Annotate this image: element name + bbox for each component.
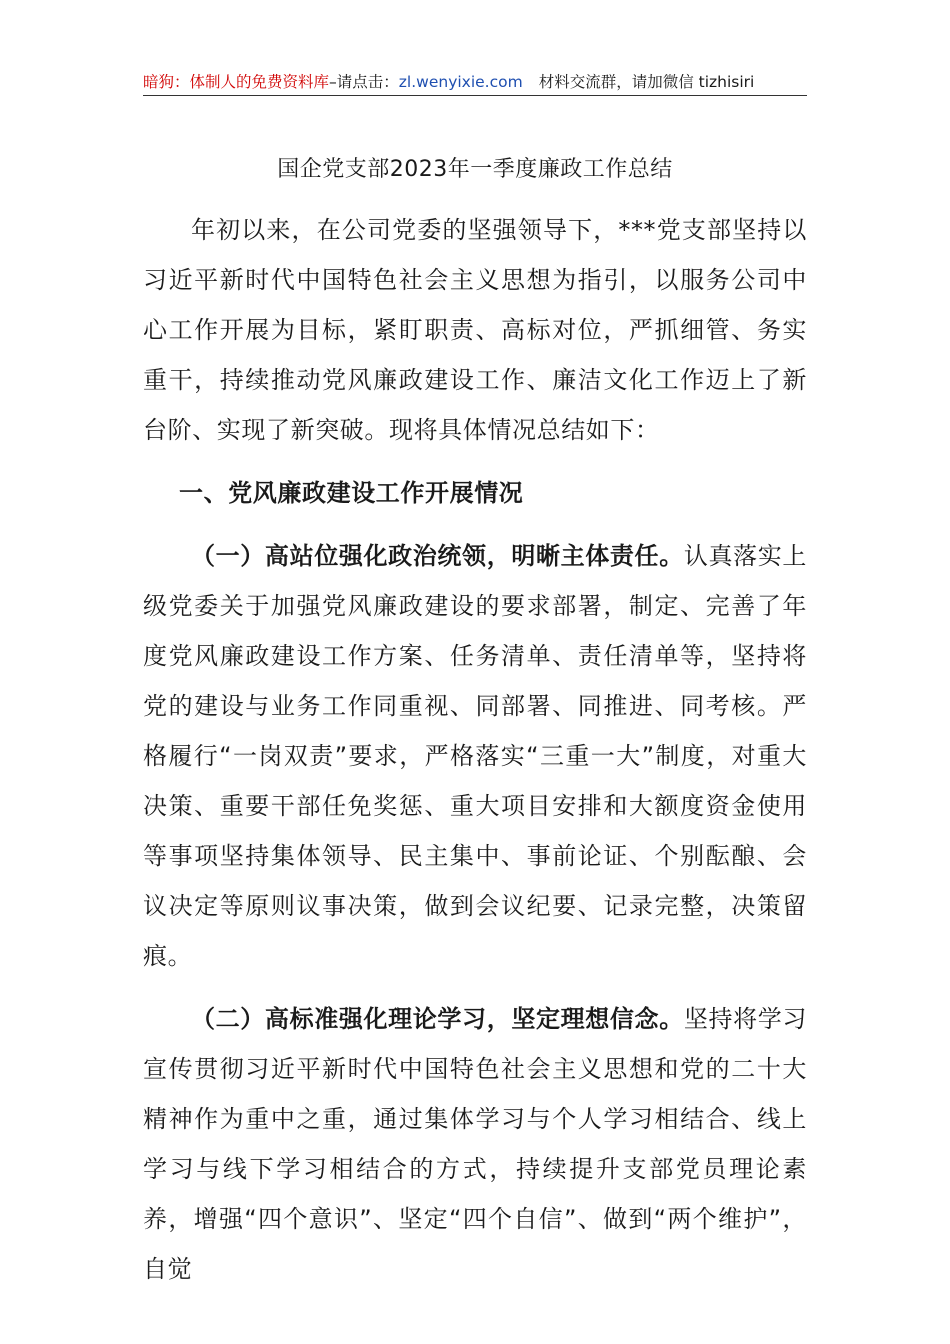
item-1-paragraph [143,531,807,981]
item-2-lead: （二）高标准强化理论学习，坚定理想信念。 [191,1005,684,1033]
item-2-body: 坚持将学习宣传贯彻习近平新时代中国特色社会主义思想和党的二十大精神作为重中之重，通过集体学习与个人学习相结合、线上学习与线下学习相结合的方式，持续提升支部党员理论素养，增强“四个意识”、坚定“四个自信”、做到“两个维护”，自觉 [143,1005,808,1283]
section-heading: 一、党风廉政建设工作开展情况 [179,479,524,507]
header-link-url[interactable]: zl.wenyixie.com [398,73,523,91]
header-brand: 暗狗：体制人的免费资料库 [143,73,330,91]
header-link-prefix: –请点击： [329,73,399,91]
item-2-paragraph [143,994,807,1294]
document-title: 国企党支部2023年一季度廉政工作总结 [277,157,673,182]
page-header [143,70,807,94]
intro-paragraph: 年初以来，在公司党委的坚强领导下，***党支部坚持以习近平新时代中国特色社会主义思想为指引，以服务公司中心工作开展为目标，紧盯职责、高标对位，严抓细管、务实重干，持续推动党风廉政建设工作、廉洁文化工作迈上了新台阶、实现了新突破。现将具体情况总结如下： [143,216,807,444]
header-divider [143,95,807,96]
document-body [143,205,807,1294]
item-1-body: 认真落实上级党委关于加强党风廉政建设的要求部署，制定、完善了年度党风廉政建设工作方案、任务清单、责任清单等，坚持将党的建设与业务工作同重视、同部署、同推进、同考核。严格履行“一岗双责”要求，严格落实“三重一大”制度，对重大决策、重要干部任免奖惩、重大项目安排和大额度资金使用等事项坚持集体领导、民主集中、事前论证、个别酝酿、会议决定等原则议事决策，做到会议纪要、记录完整，决策留痕。 [143,542,808,970]
item-1-lead: （一）高站位强化政治统领，明晰主体责任。 [191,542,684,570]
header-contact: 材料交流群，请加微信 tizhisiri [538,73,755,91]
